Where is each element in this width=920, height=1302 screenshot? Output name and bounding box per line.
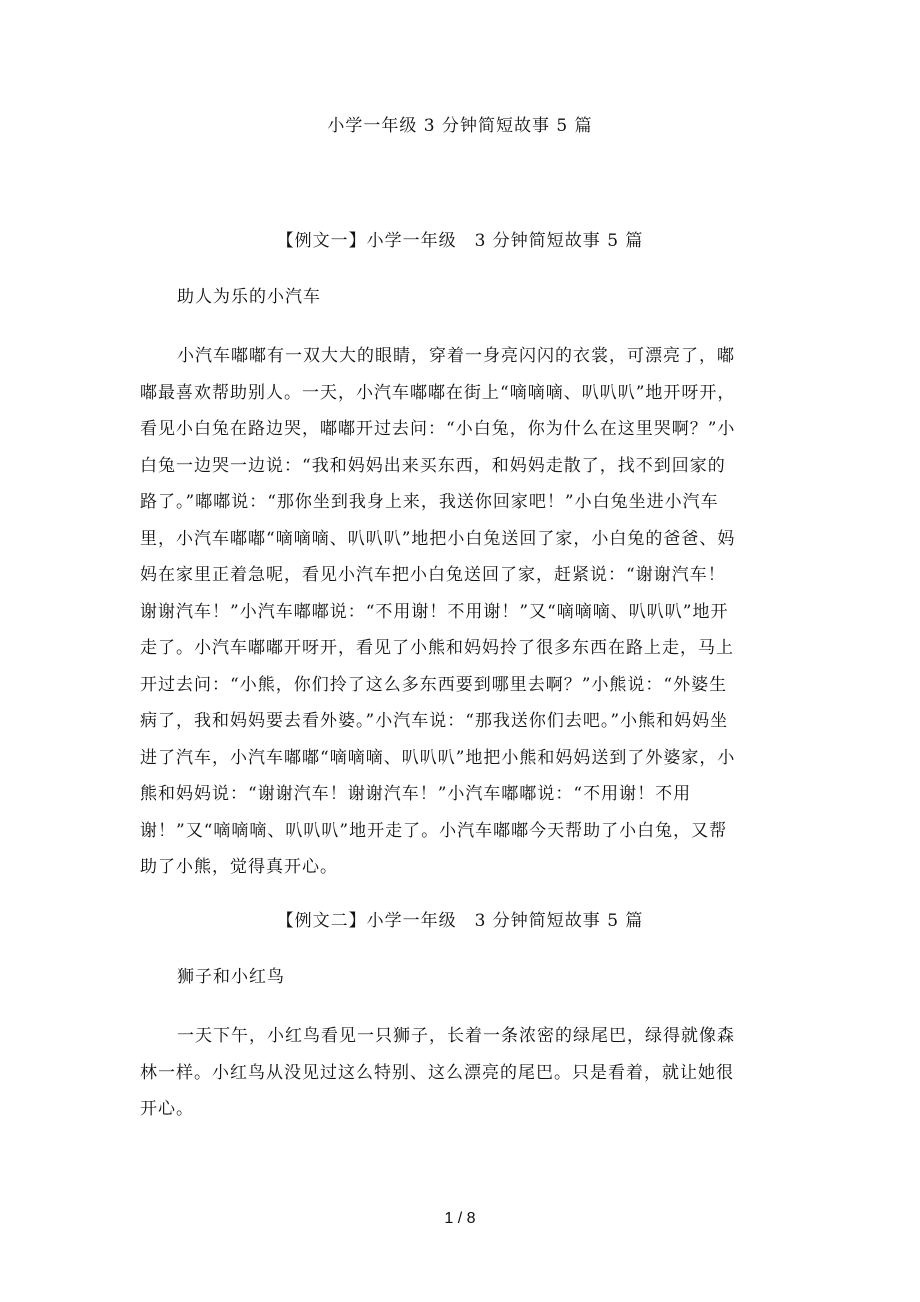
- page-indicator: 1 / 8: [444, 1210, 476, 1227]
- section-heading-1: 【例文一】小学一年级 3 分钟简短故事 5 篇: [276, 231, 644, 251]
- story-title-2: 狮子和小红鸟: [177, 967, 285, 987]
- document-title: 小学一年级 3 分钟简短故事 5 篇: [327, 116, 593, 136]
- story-body-2: 一天下午，小红鸟看见一只狮子，长着一条浓密的绿尾巴，绿得就像森林一样。小红鸟从没见过这么特别、这么漂亮的尾巴。只是看着，就让她很开心。: [140, 1026, 735, 1119]
- story-title-1: 助人为乐的小汽车: [177, 287, 321, 307]
- story-body-1: 小汽车嘟嘟有一双大大的眼睛，穿着一身亮闪闪的衣裳，可漂亮了，嘟嘟最喜欢帮助别人。一天，小汽车嘟嘟在街上“嘀嘀嘀、叭叭叭”地开呀开，看见小白兔在路边哭，嘟嘟开过去问：“小白兔，你为什么在这里哭啊？”小白兔一边哭一边说：“我和妈妈出来买东西，和妈妈走散了，找不到回家的路了。”嘟嘟说：“那你坐到我身上来，我送你回家吧！”小白兔坐进小汽车里，小汽车嘟嘟“嘀嘀嘀、叭叭叭”地把小白兔送回了家，小白兔的爸爸、妈妈在家里正着急呢，看见小汽车把小白兔送回了家，赶紧说：“谢谢汽车！谢谢汽车！”小汽车嘟嘟说：“不用谢！不用谢！”又“嘀嘀嘀、叭叭叭”地开走了。小汽车嘟嘟开呀开，看见了小熊和妈妈拎了很多东西在路上走，马上开过去问：“小熊，你们拎了这么多东西要到哪里去啊？”小熊说：“外婆生病了，我和妈妈要去看外婆。”小汽车说：“那我送你们去吧。”小熊和妈妈坐进了汽车，小汽车嘟嘟“嘀嘀嘀、叭叭叭”地把小熊和妈妈送到了外婆家，小熊和妈妈说：“谢谢汽车！谢谢汽车！”小汽车嘟嘟说：“不用谢！不用谢！”又“嘀嘀嘀、叭叭叭”地开走了。小汽车嘟嘟今天帮助了小白兔，又帮助了小熊，觉得真开心。: [140, 346, 736, 877]
- section-heading-2: 【例文二】小学一年级 3 分钟简短故事 5 篇: [276, 911, 644, 931]
